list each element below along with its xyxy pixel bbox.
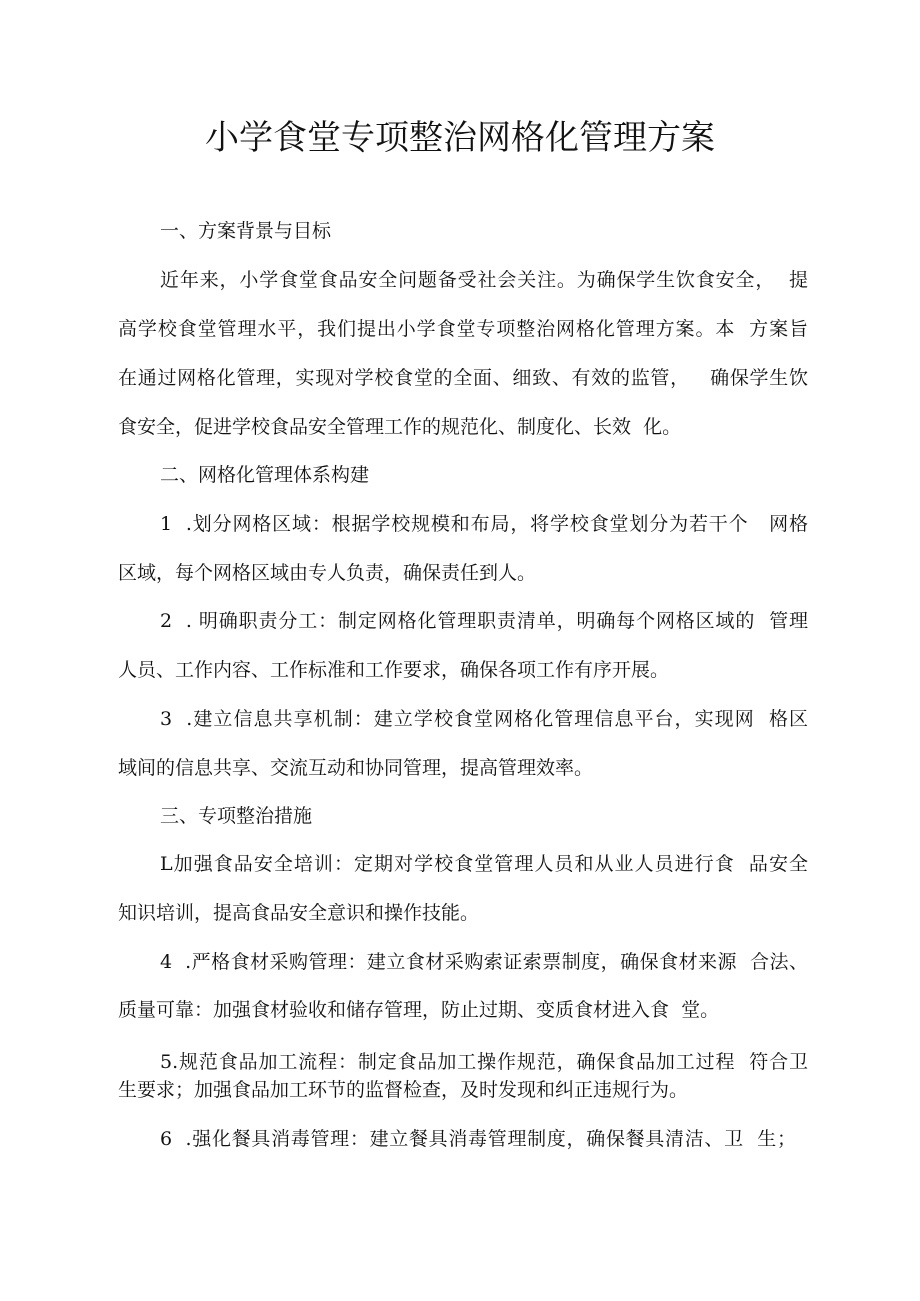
paragraph-line: 质量可靠：加强食材验收和储存管理，防止过期、变质食材进入食 堂。: [118, 999, 720, 1021]
paragraph-line: 在通过网格化管理，实现对学校食堂的全面、细致、有效的监管， 确保学生饮: [118, 367, 808, 389]
paragraph-line: 4 .严格食材采购管理：建立食材采购索证索票制度，确保食材来源 合法、: [160, 951, 808, 973]
section-heading-measures: 三、专项整治措施: [160, 805, 313, 827]
paragraph-line: 人员、工作内容、工作标准和工作要求，确保各项工作有序开展。: [118, 659, 670, 681]
paragraph-line: 1 .划分网格区域：根据学校规模和布局，将学校食堂划分为若干个 网格: [160, 513, 808, 535]
paragraph-line: 知识培训，提高食品安全意识和操作技能。: [118, 902, 480, 924]
paragraph-line: 5.规范食品加工流程：制定食品加工操作规范，确保食品加工过程 符合卫: [160, 1051, 808, 1073]
paragraph-line: 高学校食堂管理水平，我们提出小学食堂专项整治网格化管理方案。本 方案旨: [118, 318, 808, 340]
paragraph-line: 食安全，促进学校食品安全管理工作的规范化、制度化、长效 化。: [118, 416, 682, 438]
paragraph-line: 6 .强化餐具消毒管理：建立餐具消毒管理制度，确保餐具清洁、卫 生；: [160, 1128, 796, 1150]
section-heading-background: 一、方案背景与目标: [160, 220, 332, 242]
section-heading-grid-system: 二、网格化管理体系构建: [160, 464, 370, 486]
paragraph-line: 区域，每个网格区域由专人负责，确保责任到人。: [118, 562, 537, 584]
paragraph-line: 2 . 明确职责分工：制定网格化管理职责清单，明确每个网格区域的 管理: [160, 610, 808, 632]
paragraph-line: L加强食品安全培训：定期对学校食堂管理人员和从业人员进行食 品安全: [160, 853, 808, 875]
paragraph-line: 3 .建立信息共享机制：建立学校食堂网格化管理信息平台，实现网 格区: [160, 708, 808, 730]
document-title: 小学食堂专项整治网格化管理方案: [205, 118, 715, 158]
paragraph-line: 近年来，小学食堂食品安全问题备受社会关注。为确保学生饮食安全， 提: [160, 269, 808, 291]
paragraph-line: 域间的信息共享、交流互动和协同管理，提高管理效率。: [118, 757, 594, 779]
paragraph-line: 生要求；加强食品加工环节的监督检查，及时发现和纠正违规行为。: [118, 1079, 689, 1101]
